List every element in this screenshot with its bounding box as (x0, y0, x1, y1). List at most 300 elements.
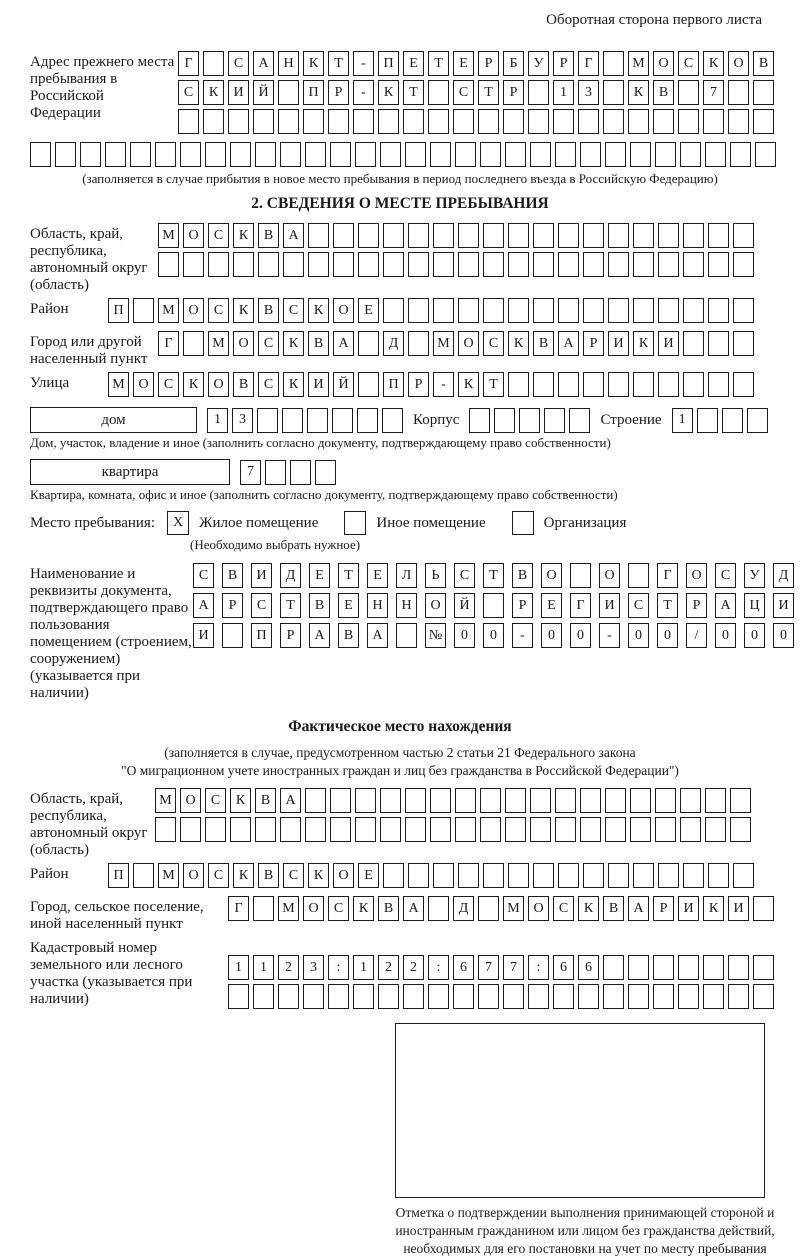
char-cell[interactable] (433, 863, 454, 888)
char-cell[interactable] (303, 109, 324, 134)
char-cell[interactable] (505, 788, 526, 813)
char-cell[interactable]: А (309, 623, 330, 648)
char-cell[interactable]: П (108, 298, 129, 323)
char-cell[interactable]: О (183, 223, 204, 248)
char-cell[interactable]: А (403, 896, 424, 921)
char-cell[interactable] (533, 298, 554, 323)
char-cell[interactable] (353, 109, 374, 134)
char-cell[interactable] (282, 408, 303, 433)
char-cell[interactable]: 3 (578, 80, 599, 105)
char-cell[interactable]: 0 (570, 623, 591, 648)
char-cell[interactable] (583, 223, 604, 248)
char-cell[interactable]: Р (408, 372, 429, 397)
char-cell[interactable] (503, 109, 524, 134)
char-cell[interactable] (180, 817, 201, 842)
char-cell[interactable] (630, 788, 651, 813)
char-cell[interactable]: Р (280, 623, 301, 648)
char-cell[interactable] (730, 142, 751, 167)
char-cell[interactable]: К (233, 298, 254, 323)
char-cell[interactable]: О (208, 372, 229, 397)
char-cell[interactable] (653, 955, 674, 980)
char-cell[interactable] (155, 142, 176, 167)
char-cell[interactable]: О (183, 863, 204, 888)
char-cell[interactable] (705, 817, 726, 842)
char-cell[interactable]: М (208, 331, 229, 356)
char-cell[interactable] (328, 984, 349, 1009)
char-cell[interactable]: К (633, 331, 654, 356)
char-cell[interactable]: И (678, 896, 699, 921)
char-cell[interactable] (382, 408, 403, 433)
char-cell[interactable] (258, 252, 279, 277)
char-cell[interactable] (553, 109, 574, 134)
char-cell[interactable] (458, 863, 479, 888)
char-cell[interactable]: В (233, 372, 254, 397)
char-cell[interactable]: С (208, 298, 229, 323)
char-cell[interactable]: А (558, 331, 579, 356)
char-cell[interactable] (503, 984, 524, 1009)
char-cell[interactable]: О (183, 298, 204, 323)
char-cell[interactable]: В (308, 331, 329, 356)
char-cell[interactable]: П (303, 80, 324, 105)
char-cell[interactable]: 0 (657, 623, 678, 648)
char-cell[interactable]: Т (428, 51, 449, 76)
char-cell[interactable]: Г (570, 593, 591, 618)
char-cell[interactable] (678, 955, 699, 980)
char-cell[interactable] (265, 460, 286, 485)
char-cell[interactable] (633, 252, 654, 277)
char-cell[interactable]: Р (583, 331, 604, 356)
char-cell[interactable] (478, 109, 499, 134)
char-cell[interactable] (683, 298, 704, 323)
char-cell[interactable]: О (233, 331, 254, 356)
char-cell[interactable] (733, 372, 754, 397)
char-cell[interactable]: В (309, 593, 330, 618)
char-cell[interactable] (228, 109, 249, 134)
char-cell[interactable] (508, 372, 529, 397)
char-cell[interactable] (305, 788, 326, 813)
char-cell[interactable] (655, 142, 676, 167)
char-cell[interactable] (533, 863, 554, 888)
char-cell[interactable] (508, 252, 529, 277)
organization-checkbox[interactable] (512, 511, 534, 535)
char-cell[interactable] (330, 788, 351, 813)
char-cell[interactable]: А (715, 593, 736, 618)
char-cell[interactable]: Й (333, 372, 354, 397)
char-cell[interactable] (683, 252, 704, 277)
char-cell[interactable]: С (283, 298, 304, 323)
char-cell[interactable] (633, 863, 654, 888)
char-cell[interactable] (628, 955, 649, 980)
char-cell[interactable]: Т (657, 593, 678, 618)
char-cell[interactable] (478, 984, 499, 1009)
char-cell[interactable]: Д (453, 896, 474, 921)
char-cell[interactable]: 1 (253, 955, 274, 980)
char-cell[interactable]: 2 (378, 955, 399, 980)
char-cell[interactable]: П (383, 372, 404, 397)
char-cell[interactable] (183, 331, 204, 356)
char-cell[interactable] (658, 223, 679, 248)
char-cell[interactable]: 0 (483, 623, 504, 648)
char-cell[interactable] (403, 109, 424, 134)
char-cell[interactable]: Е (403, 51, 424, 76)
char-cell[interactable] (505, 142, 526, 167)
char-cell[interactable]: С (483, 331, 504, 356)
char-cell[interactable] (453, 984, 474, 1009)
char-cell[interactable]: В (258, 223, 279, 248)
char-cell[interactable] (603, 109, 624, 134)
char-cell[interactable]: С (453, 80, 474, 105)
char-cell[interactable] (430, 788, 451, 813)
char-cell[interactable]: 1 (672, 408, 693, 433)
char-cell[interactable] (469, 408, 490, 433)
char-cell[interactable]: С (628, 593, 649, 618)
char-cell[interactable]: Г (158, 331, 179, 356)
char-cell[interactable] (378, 984, 399, 1009)
char-cell[interactable]: А (280, 788, 301, 813)
char-cell[interactable] (633, 298, 654, 323)
char-cell[interactable]: Ь (425, 563, 446, 588)
char-cell[interactable] (203, 51, 224, 76)
char-cell[interactable] (705, 142, 726, 167)
char-cell[interactable]: М (628, 51, 649, 76)
char-cell[interactable] (603, 51, 624, 76)
char-cell[interactable] (519, 408, 540, 433)
char-cell[interactable] (555, 142, 576, 167)
char-cell[interactable]: С (251, 593, 272, 618)
char-cell[interactable]: С (678, 51, 699, 76)
char-cell[interactable]: Е (358, 863, 379, 888)
char-cell[interactable] (578, 984, 599, 1009)
char-cell[interactable]: В (378, 896, 399, 921)
char-cell[interactable]: : (328, 955, 349, 980)
char-cell[interactable] (396, 623, 417, 648)
char-cell[interactable]: В (338, 623, 359, 648)
char-cell[interactable]: О (425, 593, 446, 618)
char-cell[interactable]: - (433, 372, 454, 397)
char-cell[interactable] (483, 298, 504, 323)
char-cell[interactable]: К (283, 331, 304, 356)
char-cell[interactable] (530, 817, 551, 842)
char-cell[interactable] (733, 223, 754, 248)
char-cell[interactable] (630, 142, 651, 167)
char-cell[interactable] (455, 817, 476, 842)
char-cell[interactable]: В (255, 788, 276, 813)
char-cell[interactable] (733, 298, 754, 323)
char-cell[interactable] (178, 109, 199, 134)
char-cell[interactable] (358, 372, 379, 397)
char-cell[interactable]: С (715, 563, 736, 588)
char-cell[interactable] (483, 223, 504, 248)
char-cell[interactable] (358, 252, 379, 277)
char-cell[interactable]: 7 (478, 955, 499, 980)
char-cell[interactable] (428, 109, 449, 134)
char-cell[interactable] (655, 788, 676, 813)
char-cell[interactable] (290, 460, 311, 485)
char-cell[interactable]: Т (328, 51, 349, 76)
char-cell[interactable] (208, 252, 229, 277)
char-cell[interactable] (528, 80, 549, 105)
char-cell[interactable] (455, 142, 476, 167)
char-cell[interactable]: 0 (628, 623, 649, 648)
char-cell[interactable] (628, 109, 649, 134)
char-cell[interactable]: К (628, 80, 649, 105)
char-cell[interactable] (658, 863, 679, 888)
char-cell[interactable] (255, 817, 276, 842)
char-cell[interactable] (705, 788, 726, 813)
char-cell[interactable] (428, 80, 449, 105)
char-cell[interactable] (433, 223, 454, 248)
char-cell[interactable] (408, 863, 429, 888)
char-cell[interactable]: М (503, 896, 524, 921)
char-cell[interactable]: О (133, 372, 154, 397)
char-cell[interactable]: 6 (553, 955, 574, 980)
char-cell[interactable] (55, 142, 76, 167)
char-cell[interactable] (133, 298, 154, 323)
char-cell[interactable]: Н (278, 51, 299, 76)
char-cell[interactable] (278, 109, 299, 134)
char-cell[interactable] (683, 372, 704, 397)
char-cell[interactable] (405, 817, 426, 842)
char-cell[interactable] (158, 252, 179, 277)
char-cell[interactable]: 6 (578, 955, 599, 980)
char-cell[interactable] (480, 142, 501, 167)
char-cell[interactable] (633, 372, 654, 397)
char-cell[interactable]: И (599, 593, 620, 618)
char-cell[interactable]: 0 (541, 623, 562, 648)
char-cell[interactable] (570, 563, 591, 588)
char-cell[interactable]: Т (483, 563, 504, 588)
char-cell[interactable] (608, 252, 629, 277)
char-cell[interactable]: О (333, 298, 354, 323)
char-cell[interactable]: 1 (353, 955, 374, 980)
char-cell[interactable] (430, 142, 451, 167)
char-cell[interactable] (533, 372, 554, 397)
char-cell[interactable] (355, 788, 376, 813)
char-cell[interactable] (378, 109, 399, 134)
char-cell[interactable]: Р (222, 593, 243, 618)
char-cell[interactable]: А (253, 51, 274, 76)
char-cell[interactable] (428, 984, 449, 1009)
residential-checkbox[interactable]: X (167, 511, 189, 535)
char-cell[interactable]: Д (280, 563, 301, 588)
char-cell[interactable] (383, 252, 404, 277)
char-cell[interactable] (358, 331, 379, 356)
char-cell[interactable]: С (283, 863, 304, 888)
char-cell[interactable]: В (603, 896, 624, 921)
char-cell[interactable]: В (258, 298, 279, 323)
char-cell[interactable]: И (193, 623, 214, 648)
char-cell[interactable]: К (353, 896, 374, 921)
char-cell[interactable] (483, 593, 504, 618)
char-cell[interactable] (383, 298, 404, 323)
char-cell[interactable]: М (158, 298, 179, 323)
char-cell[interactable] (433, 298, 454, 323)
char-cell[interactable] (222, 623, 243, 648)
char-cell[interactable]: К (233, 223, 254, 248)
char-cell[interactable] (555, 817, 576, 842)
char-cell[interactable] (253, 984, 274, 1009)
char-cell[interactable] (105, 142, 126, 167)
char-cell[interactable] (183, 252, 204, 277)
char-cell[interactable]: К (233, 863, 254, 888)
char-cell[interactable]: К (308, 298, 329, 323)
char-cell[interactable]: № (425, 623, 446, 648)
char-cell[interactable] (558, 372, 579, 397)
char-cell[interactable]: Р (503, 80, 524, 105)
char-cell[interactable] (80, 142, 101, 167)
char-cell[interactable] (528, 984, 549, 1009)
char-cell[interactable] (455, 788, 476, 813)
char-cell[interactable] (533, 252, 554, 277)
char-cell[interactable]: - (512, 623, 533, 648)
char-cell[interactable] (678, 80, 699, 105)
char-cell[interactable] (558, 298, 579, 323)
char-cell[interactable]: Г (178, 51, 199, 76)
char-cell[interactable] (733, 863, 754, 888)
char-cell[interactable]: 3 (232, 408, 253, 433)
char-cell[interactable] (544, 408, 565, 433)
char-cell[interactable]: Р (328, 80, 349, 105)
char-cell[interactable]: Й (454, 593, 475, 618)
char-cell[interactable]: А (193, 593, 214, 618)
char-cell[interactable] (608, 223, 629, 248)
char-cell[interactable]: А (367, 623, 388, 648)
char-cell[interactable] (708, 372, 729, 397)
char-cell[interactable]: С (158, 372, 179, 397)
char-cell[interactable]: К (203, 80, 224, 105)
char-cell[interactable] (280, 817, 301, 842)
char-cell[interactable]: В (512, 563, 533, 588)
char-cell[interactable]: О (303, 896, 324, 921)
char-cell[interactable]: Н (367, 593, 388, 618)
char-cell[interactable] (405, 142, 426, 167)
char-cell[interactable] (608, 863, 629, 888)
char-cell[interactable] (608, 298, 629, 323)
char-cell[interactable]: 7 (703, 80, 724, 105)
char-cell[interactable] (678, 984, 699, 1009)
char-cell[interactable] (253, 109, 274, 134)
char-cell[interactable]: О (541, 563, 562, 588)
char-cell[interactable]: Р (553, 51, 574, 76)
char-cell[interactable] (753, 955, 774, 980)
char-cell[interactable]: П (251, 623, 272, 648)
char-cell[interactable] (728, 955, 749, 980)
char-cell[interactable] (753, 109, 774, 134)
char-cell[interactable] (203, 109, 224, 134)
char-cell[interactable] (628, 563, 649, 588)
char-cell[interactable] (580, 788, 601, 813)
char-cell[interactable]: М (433, 331, 454, 356)
char-cell[interactable]: К (703, 896, 724, 921)
char-cell[interactable] (333, 223, 354, 248)
char-cell[interactable] (30, 142, 51, 167)
char-cell[interactable] (505, 817, 526, 842)
char-cell[interactable] (703, 984, 724, 1009)
char-cell[interactable]: 6 (453, 955, 474, 980)
char-cell[interactable] (458, 252, 479, 277)
char-cell[interactable] (403, 984, 424, 1009)
char-cell[interactable]: М (158, 223, 179, 248)
char-cell[interactable] (278, 80, 299, 105)
char-cell[interactable] (633, 223, 654, 248)
char-cell[interactable]: Т (280, 593, 301, 618)
char-cell[interactable] (257, 408, 278, 433)
char-cell[interactable] (680, 788, 701, 813)
char-cell[interactable] (428, 896, 449, 921)
char-cell[interactable] (494, 408, 515, 433)
char-cell[interactable] (408, 331, 429, 356)
char-cell[interactable]: С (208, 223, 229, 248)
char-cell[interactable] (658, 252, 679, 277)
char-cell[interactable]: Н (396, 593, 417, 618)
char-cell[interactable]: К (508, 331, 529, 356)
char-cell[interactable]: И (228, 80, 249, 105)
char-cell[interactable] (483, 252, 504, 277)
char-cell[interactable] (508, 863, 529, 888)
char-cell[interactable]: А (283, 223, 304, 248)
char-cell[interactable]: Т (403, 80, 424, 105)
char-cell[interactable] (755, 142, 776, 167)
char-cell[interactable] (130, 142, 151, 167)
char-cell[interactable]: А (333, 331, 354, 356)
char-cell[interactable]: К (283, 372, 304, 397)
char-cell[interactable] (680, 142, 701, 167)
char-cell[interactable]: П (378, 51, 399, 76)
char-cell[interactable] (355, 142, 376, 167)
char-cell[interactable]: С (553, 896, 574, 921)
char-cell[interactable] (315, 460, 336, 485)
char-cell[interactable]: - (353, 51, 374, 76)
char-cell[interactable] (508, 223, 529, 248)
char-cell[interactable] (658, 372, 679, 397)
char-cell[interactable] (333, 252, 354, 277)
char-cell[interactable]: К (703, 51, 724, 76)
char-cell[interactable]: С (228, 51, 249, 76)
char-cell[interactable] (683, 863, 704, 888)
char-cell[interactable]: О (653, 51, 674, 76)
char-cell[interactable] (703, 109, 724, 134)
char-cell[interactable] (308, 223, 329, 248)
char-cell[interactable] (658, 298, 679, 323)
char-cell[interactable] (305, 817, 326, 842)
char-cell[interactable] (483, 863, 504, 888)
char-cell[interactable]: Р (478, 51, 499, 76)
char-cell[interactable]: Е (367, 563, 388, 588)
char-cell[interactable]: О (180, 788, 201, 813)
char-cell[interactable]: Й (253, 80, 274, 105)
char-cell[interactable] (708, 331, 729, 356)
char-cell[interactable] (478, 896, 499, 921)
char-cell[interactable]: О (458, 331, 479, 356)
char-cell[interactable] (405, 788, 426, 813)
char-cell[interactable]: О (599, 563, 620, 588)
char-cell[interactable]: Р (512, 593, 533, 618)
char-cell[interactable] (553, 984, 574, 1009)
char-cell[interactable] (308, 252, 329, 277)
char-cell[interactable]: - (353, 80, 374, 105)
char-cell[interactable] (330, 817, 351, 842)
char-cell[interactable] (569, 408, 590, 433)
char-cell[interactable] (480, 817, 501, 842)
char-cell[interactable]: С (328, 896, 349, 921)
char-cell[interactable] (628, 984, 649, 1009)
char-cell[interactable] (708, 863, 729, 888)
char-cell[interactable] (580, 142, 601, 167)
char-cell[interactable]: М (155, 788, 176, 813)
other-premises-checkbox[interactable] (344, 511, 366, 535)
char-cell[interactable]: - (599, 623, 620, 648)
char-cell[interactable] (555, 788, 576, 813)
